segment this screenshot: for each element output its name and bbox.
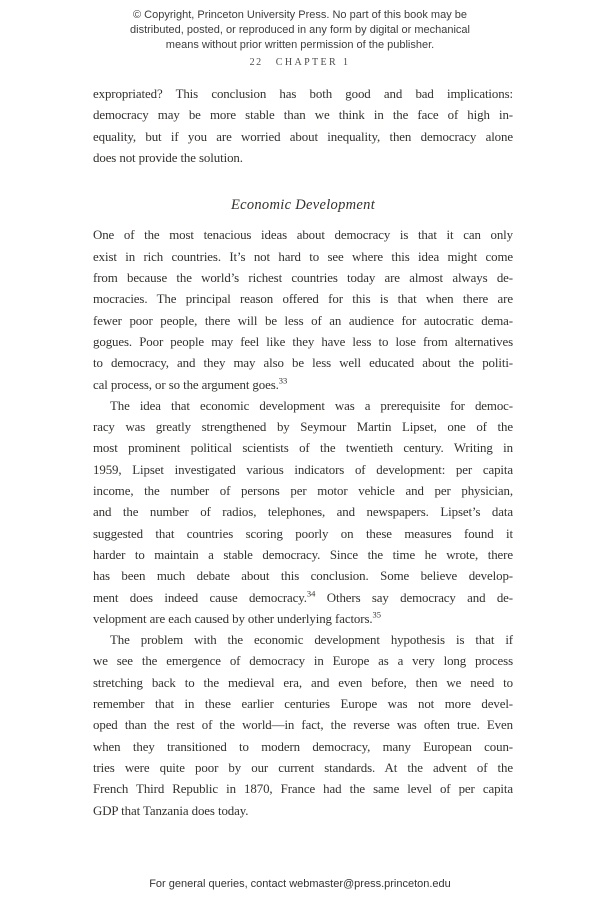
page-number: 22 [249, 57, 263, 68]
text-line: to democracy, and they may also be less well educated about the politi- [93, 356, 513, 371]
text-line: does not provide the solution. [93, 150, 243, 165]
page-body [93, 84, 513, 822]
text-line: income, the number of persons per motor vehicle and per physician, [93, 484, 513, 499]
footnote-reference: 34 [306, 588, 316, 599]
text-line: democracy may be more stable than we think in the face of high in- [93, 108, 513, 123]
text-line: means without prior written permission of the publisher. [165, 38, 435, 51]
footnote-reference: 33 [278, 375, 288, 386]
body-paragraph-4 [93, 630, 513, 822]
text-line: remember that in these earlier centuries Europe was not more devel- [93, 697, 513, 712]
queries-notice: For general queries, contact webmaster@press.princeton.edu [149, 878, 451, 890]
text-line: and the number of radios, telephones, and newspapers. Lipset’s data [93, 505, 513, 520]
text-line: fewer poor people, there will be less of an audience for autocratic dema- [93, 313, 513, 328]
section-heading: Economic Development [230, 197, 376, 214]
text-line: 1959, Lipset investigated various indicators of development: per capita [93, 462, 513, 477]
text-line: when they transitioned to modern democracy, many European coun- [93, 739, 513, 754]
copyright-notice [0, 8, 600, 52]
text-line: from because the world’s richest countries today are almost always de- [93, 271, 513, 286]
text-line: racy was greatly strengthened by Seymour Martin Lipset, one of the [93, 420, 513, 435]
text-line: cal process, or so the argument goes.$^{33}$ [93, 375, 288, 392]
text-line: equality, but if you are worried about inequality, then democracy alone [93, 129, 513, 144]
text-line: French Third Republic in 1870, France had the same level of per capita [93, 782, 513, 797]
text-line: mocracies. The principal reason offered for this is that when there are [93, 292, 513, 307]
body-paragraph-3 [93, 396, 513, 630]
text-line: One of the most tenacious ideas about democracy is that it can only [93, 228, 513, 243]
body-paragraph-2 [93, 225, 513, 395]
text-line: distributed, posted, or reproduced in any form by digital or mechanical [130, 23, 470, 36]
text-line: gogues. Poor people may feel like they have less to lose from alternatives [93, 334, 513, 349]
text-line: we see the emergence of democracy in Europe as a very long process [93, 654, 513, 669]
running-head [0, 57, 600, 68]
text-line: tries were quite poor by our current standards. At the advent of the [93, 760, 513, 775]
text-line: ment does indeed cause democracy.$^{34}$ Others say democracy and de- [93, 588, 513, 605]
chapter-label: CHAPTER 1 [275, 57, 351, 68]
text-line: most prominent political scientists of the twentieth century. Writing in [93, 441, 513, 456]
body-paragraph-1 [93, 84, 513, 169]
text-line: oped than the rest of the world—in fact, the reverse was often true. Even [93, 718, 513, 733]
text-line: has been much debate about this conclusion. Some believe develop- [93, 569, 513, 584]
text-line: harder to maintain a stable democracy. Since the time he wrote, there [93, 547, 513, 562]
text-line: velopment are each caused by other underlying factors.$^{35}$ [93, 609, 382, 626]
text-line: The idea that economic development was a prerequisite for democ- [110, 398, 513, 413]
text-line: GDP that Tanzania does today. [93, 803, 249, 818]
text-line: suggested that countries scoring poorly on these measures found it [93, 526, 513, 541]
text-line: expropriated? This conclusion has both good and bad implications: [93, 87, 513, 101]
text-line: stretching back to the medieval era, and even before, then we need to [93, 675, 513, 690]
footnote-reference: 35 [372, 609, 382, 620]
text-line: exist in rich countries. It’s not hard to see where this idea might come [93, 249, 513, 264]
text-line: The problem with the economic development hypothesis is that if [110, 633, 513, 648]
text-line: © Copyright, Princeton University Press. No part of this book may be [133, 9, 467, 21]
